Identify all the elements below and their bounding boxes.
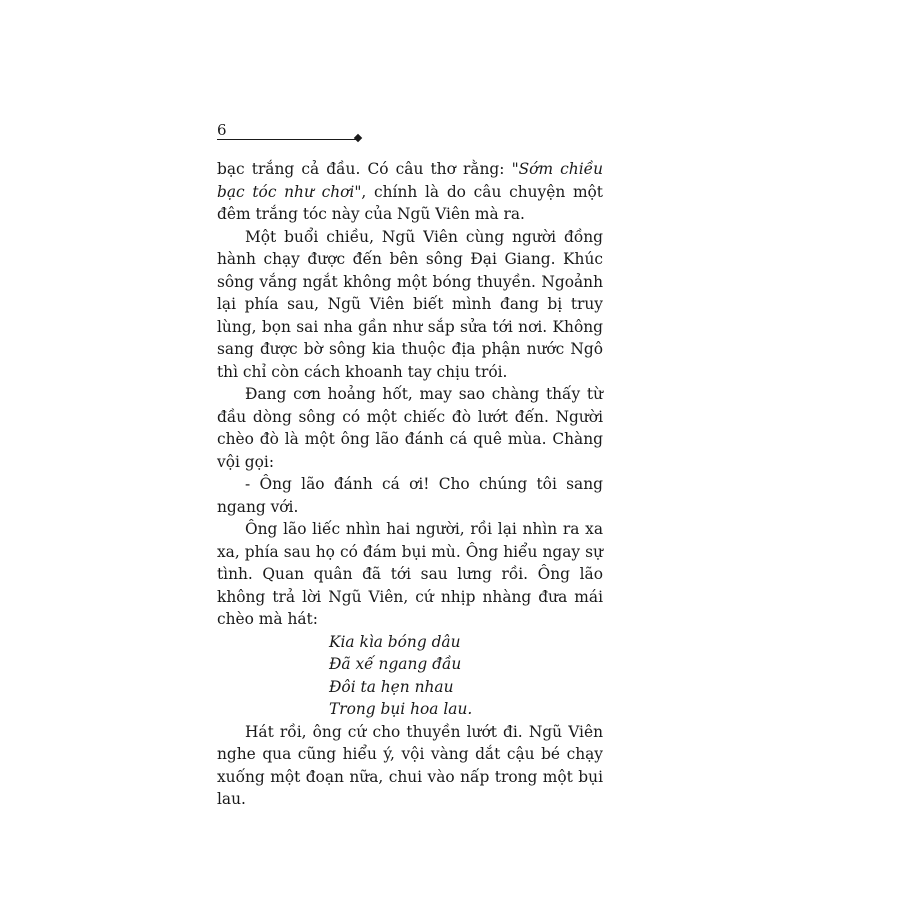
header-rule <box>217 139 357 140</box>
header-diamond-ornament <box>354 134 362 142</box>
paragraph-6: Hát rồi, ông cứ cho thuyền lướt đi. Ngũ Viên nghe qua cũng hiểu ý, vội vàng dắt cậu bé chạy xuống một đoạn nữa, chui vào nấp trong một bụi lau. <box>217 722 603 808</box>
paragraph-5: Ông lão liếc nhìn hai người, rồi lại nhìn ra xa xa, phía sau họ có đám bụi mù. Ông hiểu ngay sự tình. Quan quân đã tới sau lưng rồi. Ông lão không trả lời Ngũ Viên, cứ nhịp nhàng đưa mái chèo mà hát: <box>217 520 603 628</box>
verse-line-2: Đã xế ngang đầu <box>329 655 462 673</box>
verse-line-3: Đôi ta hẹn nhau <box>329 677 454 696</box>
dialogue-line: - Ông lão đánh cá ơi! Cho chúng tôi sang ngang với. <box>217 475 603 516</box>
paragraph-1-after: , chính là do câu chuyện một đêm trắng tóc này của Ngũ Viên mà ra. <box>217 182 603 223</box>
body-text <box>217 158 603 811</box>
page-number: 6 <box>217 121 227 139</box>
paragraph-2: Một buổi chiều, Ngũ Viên cùng người đồng hành chạy được đến bên sông Đại Giang. Khúc sông vắng ngắt không một bóng thuyền. Ngoảnh lại phía sau, Ngũ Viên biết mình đang bị truy lùng, bọn sai nha gần như sắp sửa tới nơi. Không sang được bờ sông kia thuộc địa phận nước Ngô thì chỉ còn cách khoanh tay chịu trói. <box>217 227 603 381</box>
verse-line-1: Kia kìa bóng dâu <box>329 632 461 651</box>
paragraph-1 <box>217 158 603 226</box>
poem-quote: "Sớm chiều bạc tóc như chơi" <box>217 160 603 201</box>
paragraph-1-before: bạc trắng cả đầu. Có câu thơ rằng: <box>217 160 512 178</box>
verse-block <box>217 631 603 721</box>
verse-line-4: Trong bụi hoa lau. <box>329 700 473 718</box>
paragraph-3: Đang cơn hoảng hốt, may sao chàng thấy từ đầu dòng sông có một chiếc đò lướt đến. Người chèo đò là một ông lão đánh cá quê mùa. Chàng vội gọi: <box>217 385 603 471</box>
